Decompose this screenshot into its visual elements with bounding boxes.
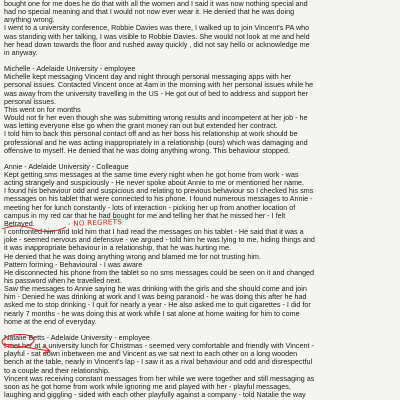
text-line: laughing and giggling - sided with each other playfully against a company - told Natalie the way [4, 390, 306, 400]
text-line: in anyway. [4, 47, 38, 57]
text-line: playful - sat down inbetween me and Vincent as we sat next to each other on a long wooden [4, 349, 298, 359]
text-line: Vincent was receiving constant messages from her while we were together and still messaging as [4, 373, 315, 383]
text-line: joke - seemed nervous and defensive - we argued - told him he was lying to me, hiding things and [4, 235, 315, 245]
text-line: messages on his tablet that were connected to his phone. I found numerous messages to Annie - [4, 194, 313, 204]
text-line: I met her at a university lunch for Christmas - seemed very comfortable and friendly with Vincent - [4, 341, 314, 351]
text-line: bought one for me does he do that with all the women and I said it was now nothing special and [4, 0, 308, 8]
text-line: was away from the university travelling in the US - He got out of bed to address and support her [4, 88, 309, 98]
text-line: anything wrong. [4, 15, 55, 25]
text-line: bench at the table, nearly in Vincent's lap - I saw it as a rival behaviour and odd and disrespectful [4, 357, 313, 367]
text-line: This went on for months [4, 104, 81, 114]
text-line: was standing with her talking, I was visible to Robbie Davies. She would not look at me and held [4, 31, 310, 41]
text-line: soon as he got home from work while ignoring me and played with her - playful messages, [4, 381, 291, 391]
text-line: I told him to back this personal contact off and as her boss his relationship at work should be [4, 129, 298, 139]
text-line: campus in my red car that he had bought for me and telling her that he missed her - I felt [4, 210, 286, 220]
text-line: professional and he was acting inappropriately in a relationship (ours) which was damaging and [4, 137, 308, 147]
text-line: asked me to stop drinking - I quit for nearly a year - He also asked me to quit cigarettes - I did for [4, 300, 311, 310]
handwritten-note: - NO REGRETS [67, 218, 123, 228]
text-line: her head down towards the floor and rushed away quickly , did not say hello or acknowledge me [4, 39, 310, 49]
text-line: acting strangely and suspiciously - He never spoke about Annie to me or mentioned her name. [4, 178, 305, 188]
text-line: home at the end of everyday. [4, 316, 97, 326]
text-line: his password when he travelled next. [4, 276, 122, 285]
text-line: meeting her for lunch constantly - lots of interaction - picking her up from another location of [4, 202, 296, 212]
text-line: Annie - Adelaide University - Colleague [4, 161, 129, 171]
text-line: was letting everyone else go when the grant money ran out but extended her contract. [4, 121, 278, 131]
text-line: Michelle kept messaging Vincent day and night through personal messaging apps with her [4, 72, 292, 82]
text-line: I found his behaviour odd and suspicious and relating to previous behaviour so I checked his sms [4, 186, 314, 196]
text-line: Michelle - Adelaide University - employee [4, 64, 136, 74]
text-line: personal issues. [4, 96, 56, 106]
text-line: to a couple and their relationship. [4, 365, 110, 375]
text-line: him - Denied he was drinking at work and I was being paranoid - he was doing this after he had [4, 292, 307, 302]
text-line: He disconnected his phone from the tablet so no sms messages could be seen on it and changed [4, 267, 315, 277]
text-line: Saw the messages to Annie saying he was drinking with the girls and she should come and join [4, 284, 307, 294]
text-line: He denied that he was doing anything wrong and blamed me for not trusting him. [4, 251, 261, 261]
text-line: Would not fir her even though she was submitting wrong results and incompetent at her job - he [4, 113, 308, 123]
text-line: Natalie Betts - Adelaide University - employee [4, 332, 150, 342]
text-line: it was inappropriate behaviour in a relationship, that he was hurting me. [4, 243, 231, 253]
text-line: personal issues. Contacted Vincent once at 4am in the morning with her personal issues while he [4, 80, 314, 90]
text-line: I confronted him and told him that I had read the messages on his tablet - He said that it was a [4, 227, 304, 237]
text-line: nearly 7 months - he was doing this at work while I sat alone at home waiting for him to come [4, 308, 300, 318]
text-line: Betrayed. [4, 218, 35, 228]
text-line: offensive to myself. He denied that he was doing anything wrong. This behaviour stopped. [4, 145, 290, 155]
text-line: had no special meaning and that I would not now ever wear it. He denied that he was doing [4, 7, 295, 17]
text-line: I went to a university conference, Robbie Davies was there, I walked up to join Vincent's PA who [4, 23, 310, 33]
text-line: Kept getting sms messages at the same time every night when he got home from work - was [4, 169, 299, 179]
text-line: Pattern forming - Behavioural - I was aware [4, 259, 143, 269]
